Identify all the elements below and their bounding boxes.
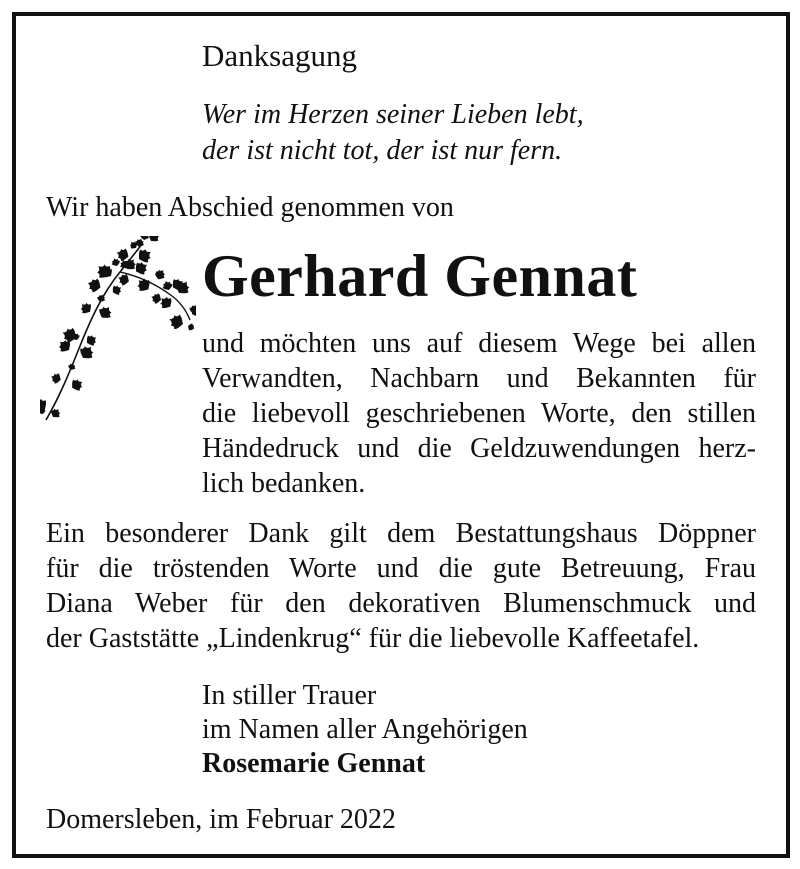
special-thanks-line: Diana Weber für den dekorativen Blumenschmuck und: [46, 588, 756, 619]
signature-line-1: In stiller Trauer: [202, 680, 377, 711]
place-date: Domersleben, im Februar 2022: [46, 804, 396, 835]
thanks-paragraph: [202, 326, 756, 501]
motto-line-1: Wer im Herzen seiner Lieben lebt,: [202, 99, 584, 130]
special-thanks-line: Ein besonderer Dank gilt dem Bestattungshaus Döppner: [46, 518, 756, 549]
ivy-branch-icon: [40, 236, 196, 426]
deceased-name: Gerhard Gennat: [202, 243, 638, 309]
signature-line-2: im Namen aller Angehörigen: [202, 714, 528, 745]
thanks-line: Verwandten, Nachbarn und Bekannten für: [202, 363, 756, 394]
intro-text: Wir haben Abschied genommen von: [46, 192, 454, 223]
special-thanks-line: für die tröstenden Worte und die gute Betreuung, Frau: [46, 553, 756, 584]
notice-heading: Danksagung: [202, 38, 357, 73]
thanks-line: lich bedanken.: [202, 468, 366, 499]
special-thanks-line: der Gaststätte „Lindenkrug“ für die liebevolle Kaffeetafel.: [46, 623, 700, 654]
thanks-line: die liebevoll geschriebenen Worte, den stillen: [202, 398, 756, 429]
signer-name: Rosemarie Gennat: [202, 748, 426, 779]
special-thanks-paragraph: [46, 516, 756, 656]
thanks-line: und möchten uns auf diesem Wege bei allen: [202, 328, 756, 359]
thanks-line: Händedruck und die Geldzuwendungen herz-: [202, 433, 756, 464]
motto-line-2: der ist nicht tot, der ist nur fern.: [202, 135, 563, 166]
